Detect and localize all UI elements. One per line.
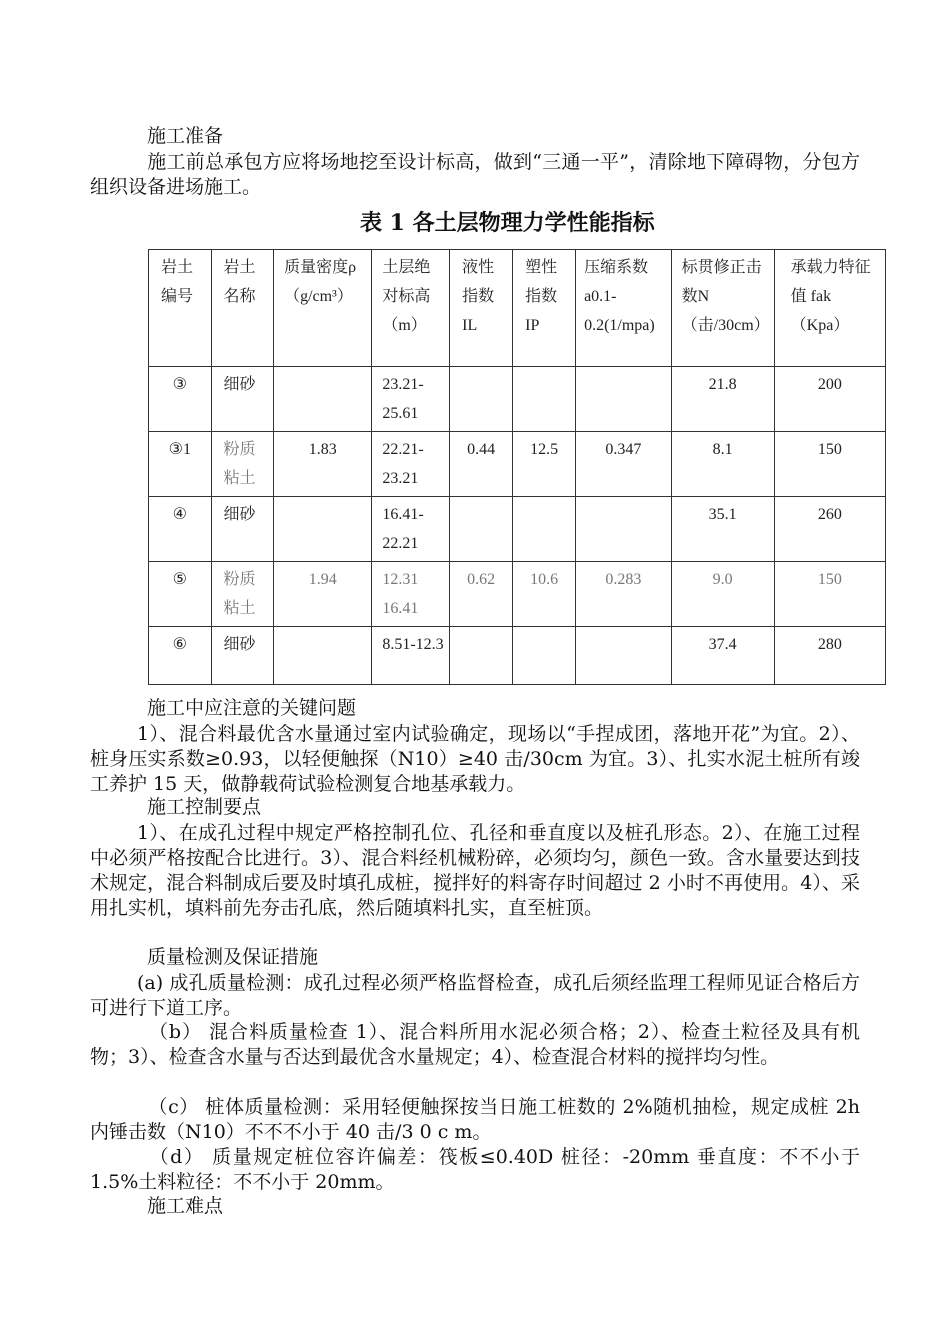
header-fak: 承载力特征值 fak（Kpa） <box>774 250 885 367</box>
cell-elevation: 12.31 16.41 <box>372 562 450 627</box>
cell-density <box>274 497 372 562</box>
cell-compress: 0.283 <box>576 562 672 627</box>
cell-ip <box>513 627 576 685</box>
paragraph-key-issues: 1）、混合料最优含水量通过室内试验确定，现场以“手捏成团，落地开花”为宜。2）、桩身压实系数≥0.93，以轻便触探（N10）≥40 击/30cm 为宜。3）、扎实水泥土桩所有竣工养护 15 天，做静载荷试验检测复合地基承载力。 <box>90 723 860 795</box>
cell-elevation: 16.41-22.21 <box>372 497 450 562</box>
cell-ip <box>513 367 576 432</box>
section-heading-quality: 质量检测及保证措施 <box>147 946 319 968</box>
cell-spt: 37.4 <box>671 627 774 685</box>
header-elevation: 土层绝对标高（m） <box>372 250 450 367</box>
cell-spt: 9.0 <box>671 562 774 627</box>
header-spt: 标贯修正击数N（击/30cm） <box>671 250 774 367</box>
cell-elevation: 22.21-23.21 <box>372 432 450 497</box>
paragraph-prep: 施工前总承包方应将场地挖至设计标高，做到“三通一平”，清除地下障碍物，分包方组织设备进场施工。 <box>90 151 860 198</box>
table-row <box>149 367 886 432</box>
section-heading-key-issues: 施工中应注意的关键问题 <box>147 697 357 719</box>
cell-fak: 150 <box>774 562 885 627</box>
cell-spt: 21.8 <box>671 367 774 432</box>
cell-id: ⑥ <box>149 627 212 685</box>
table-row <box>149 497 886 562</box>
soil-properties-table <box>148 249 886 685</box>
cell-density: 1.94 <box>274 562 372 627</box>
cell-id: ⑤ <box>149 562 212 627</box>
cell-elevation: 23.21-25.61 <box>372 367 450 432</box>
cell-compress <box>576 367 672 432</box>
cell-elevation: 8.51-12.3 <box>372 627 450 685</box>
cell-name: 细砂 <box>211 367 274 432</box>
cell-compress: 0.347 <box>576 432 672 497</box>
cell-il <box>450 497 513 562</box>
table-row <box>149 627 886 685</box>
cell-il <box>450 367 513 432</box>
table-row <box>149 432 886 497</box>
table-row <box>149 562 886 627</box>
header-il: 液性指数IL <box>450 250 513 367</box>
header-name: 岩土名称 <box>211 250 274 367</box>
cell-name: 细砂 <box>211 627 274 685</box>
cell-spt: 8.1 <box>671 432 774 497</box>
cell-id: ④ <box>149 497 212 562</box>
cell-fak: 150 <box>774 432 885 497</box>
cell-il: 0.62 <box>450 562 513 627</box>
cell-name: 粉质粘土 <box>211 432 274 497</box>
cell-id: ③1 <box>149 432 212 497</box>
cell-il: 0.44 <box>450 432 513 497</box>
cell-id: ③ <box>149 367 212 432</box>
cell-ip: 10.6 <box>513 562 576 627</box>
cell-density <box>274 627 372 685</box>
section-heading-control: 施工控制要点 <box>147 796 262 818</box>
paragraph-qa-a: (a) 成孔质量检测：成孔过程必须严格监督检查，成孔后须经监理工程师见证合格后方可进行下道工序。 <box>90 972 860 1019</box>
cell-il <box>450 627 513 685</box>
cell-compress <box>576 497 672 562</box>
cell-name: 细砂 <box>211 497 274 562</box>
paragraph-qa-c: （c） 桩体质量检测：采用轻便触探按当日施工桩数的 2%随机抽检，规定成桩 2h 内锤击数（N10）不不不小于 40 击/3 0 c m。 <box>90 1096 860 1143</box>
section-heading-difficulty: 施工难点 <box>147 1195 224 1217</box>
cell-fak: 280 <box>774 627 885 685</box>
table-title: 表 1 各土层物理力学性能指标 <box>360 210 655 236</box>
cell-fak: 200 <box>774 367 885 432</box>
cell-spt: 35.1 <box>671 497 774 562</box>
table-header-row <box>149 250 886 367</box>
header-ip: 塑性指数IP <box>513 250 576 367</box>
cell-ip: 12.5 <box>513 432 576 497</box>
paragraph-qa-d: （d） 质量规定桩位容许偏差：筏板≤0.40D 桩径：-20mm 垂直度：不不小于 1.5%土料粒径：不不小于 20mm。 <box>90 1146 860 1193</box>
cell-density <box>274 367 372 432</box>
cell-ip <box>513 497 576 562</box>
cell-fak: 260 <box>774 497 885 562</box>
cell-name: 粉质粘土 <box>211 562 274 627</box>
cell-density: 1.83 <box>274 432 372 497</box>
paragraph-qa-b: （b） 混合料质量检查 1）、混合料所用水泥必须合格；2）、检查土粒径及具有机物；3）、检查含水量与否达到最优含水量规定；4）、检查混合材料的搅拌均匀性。 <box>90 1021 860 1068</box>
section-heading-prep: 施工准备 <box>147 125 224 147</box>
header-density: 质量密度ρ（g/cm³） <box>274 250 372 367</box>
header-compress: 压缩系数a0.1-0.2(1/mpa) <box>576 250 672 367</box>
header-id: 岩土编号 <box>149 250 212 367</box>
paragraph-control: 1）、在成孔过程中规定严格控制孔位、孔径和垂直度以及桩孔形态。2）、在施工过程中必须严格按配合比进行。3）、混合料经机械粉碎，必须均匀，颜色一致。含水量要达到技术规定，混合料制成后要及时填孔成桩，搅拌好的料寄存时间超过 2 小时不再使用。4）、采用扎实机，填料前先夯击孔底，然后随填料扎实，直至桩顶。 <box>90 822 860 919</box>
cell-compress <box>576 627 672 685</box>
